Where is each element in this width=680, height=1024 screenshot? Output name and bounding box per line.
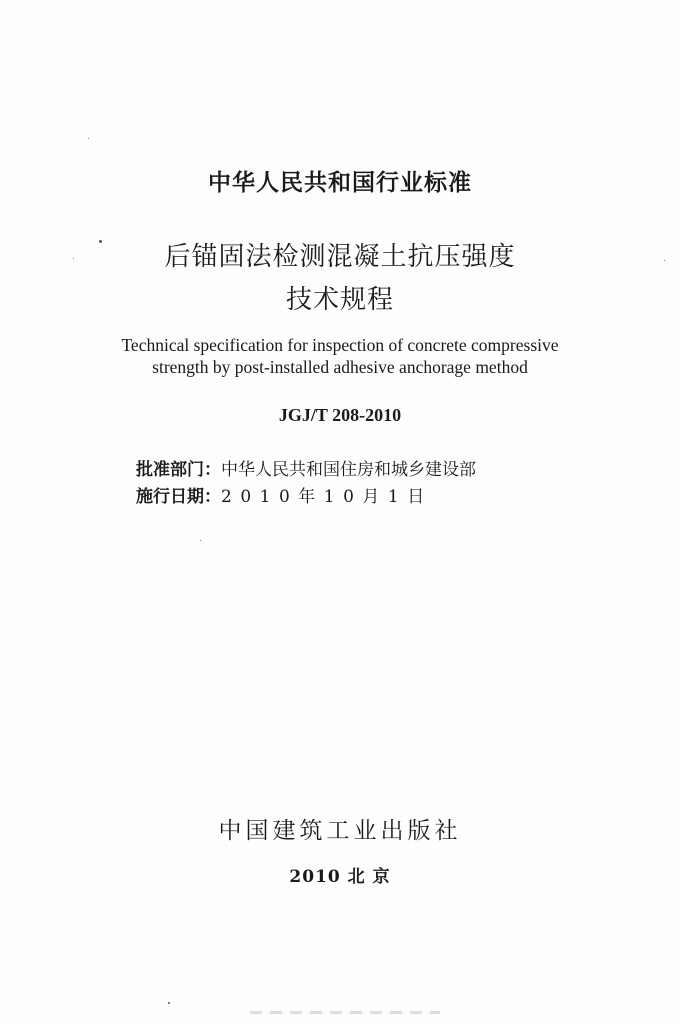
scan-speck — [99, 240, 102, 243]
effective-date-label: 施行日期： — [136, 487, 221, 507]
approval-label: 批准部门： — [136, 460, 221, 480]
approval-department — [136, 455, 476, 480]
scan-speck — [88, 138, 89, 139]
effective-date-value: 2010年10月1日 — [221, 487, 433, 507]
effective-date — [136, 482, 433, 507]
scan-speck — [664, 260, 665, 261]
publisher: 中国建筑工业出版社 — [218, 818, 462, 844]
approval-value: 中华人民共和国住房和城乡建设部 — [221, 460, 476, 480]
title-chinese-line-2: 技术规程 — [285, 285, 394, 315]
scan-speck — [200, 540, 201, 541]
title-chinese-line-1: 后锚固法检测混凝土抗压强度 — [164, 242, 516, 272]
scan-artifact-strip — [250, 1011, 440, 1014]
scan-speck — [73, 258, 74, 259]
scan-speck — [168, 1002, 170, 1004]
title-english-line-1: Technical specification for inspection of concrete compressive — [121, 335, 559, 355]
title-english-line-2: strength by post-installed adhesive anchorage method — [152, 357, 528, 377]
standard-type: 中华人民共和国行业标准 — [208, 170, 472, 196]
standard-code: JGJ/T 208-2010 — [278, 405, 402, 425]
publication-place: 2010 北 京 — [289, 867, 391, 887]
